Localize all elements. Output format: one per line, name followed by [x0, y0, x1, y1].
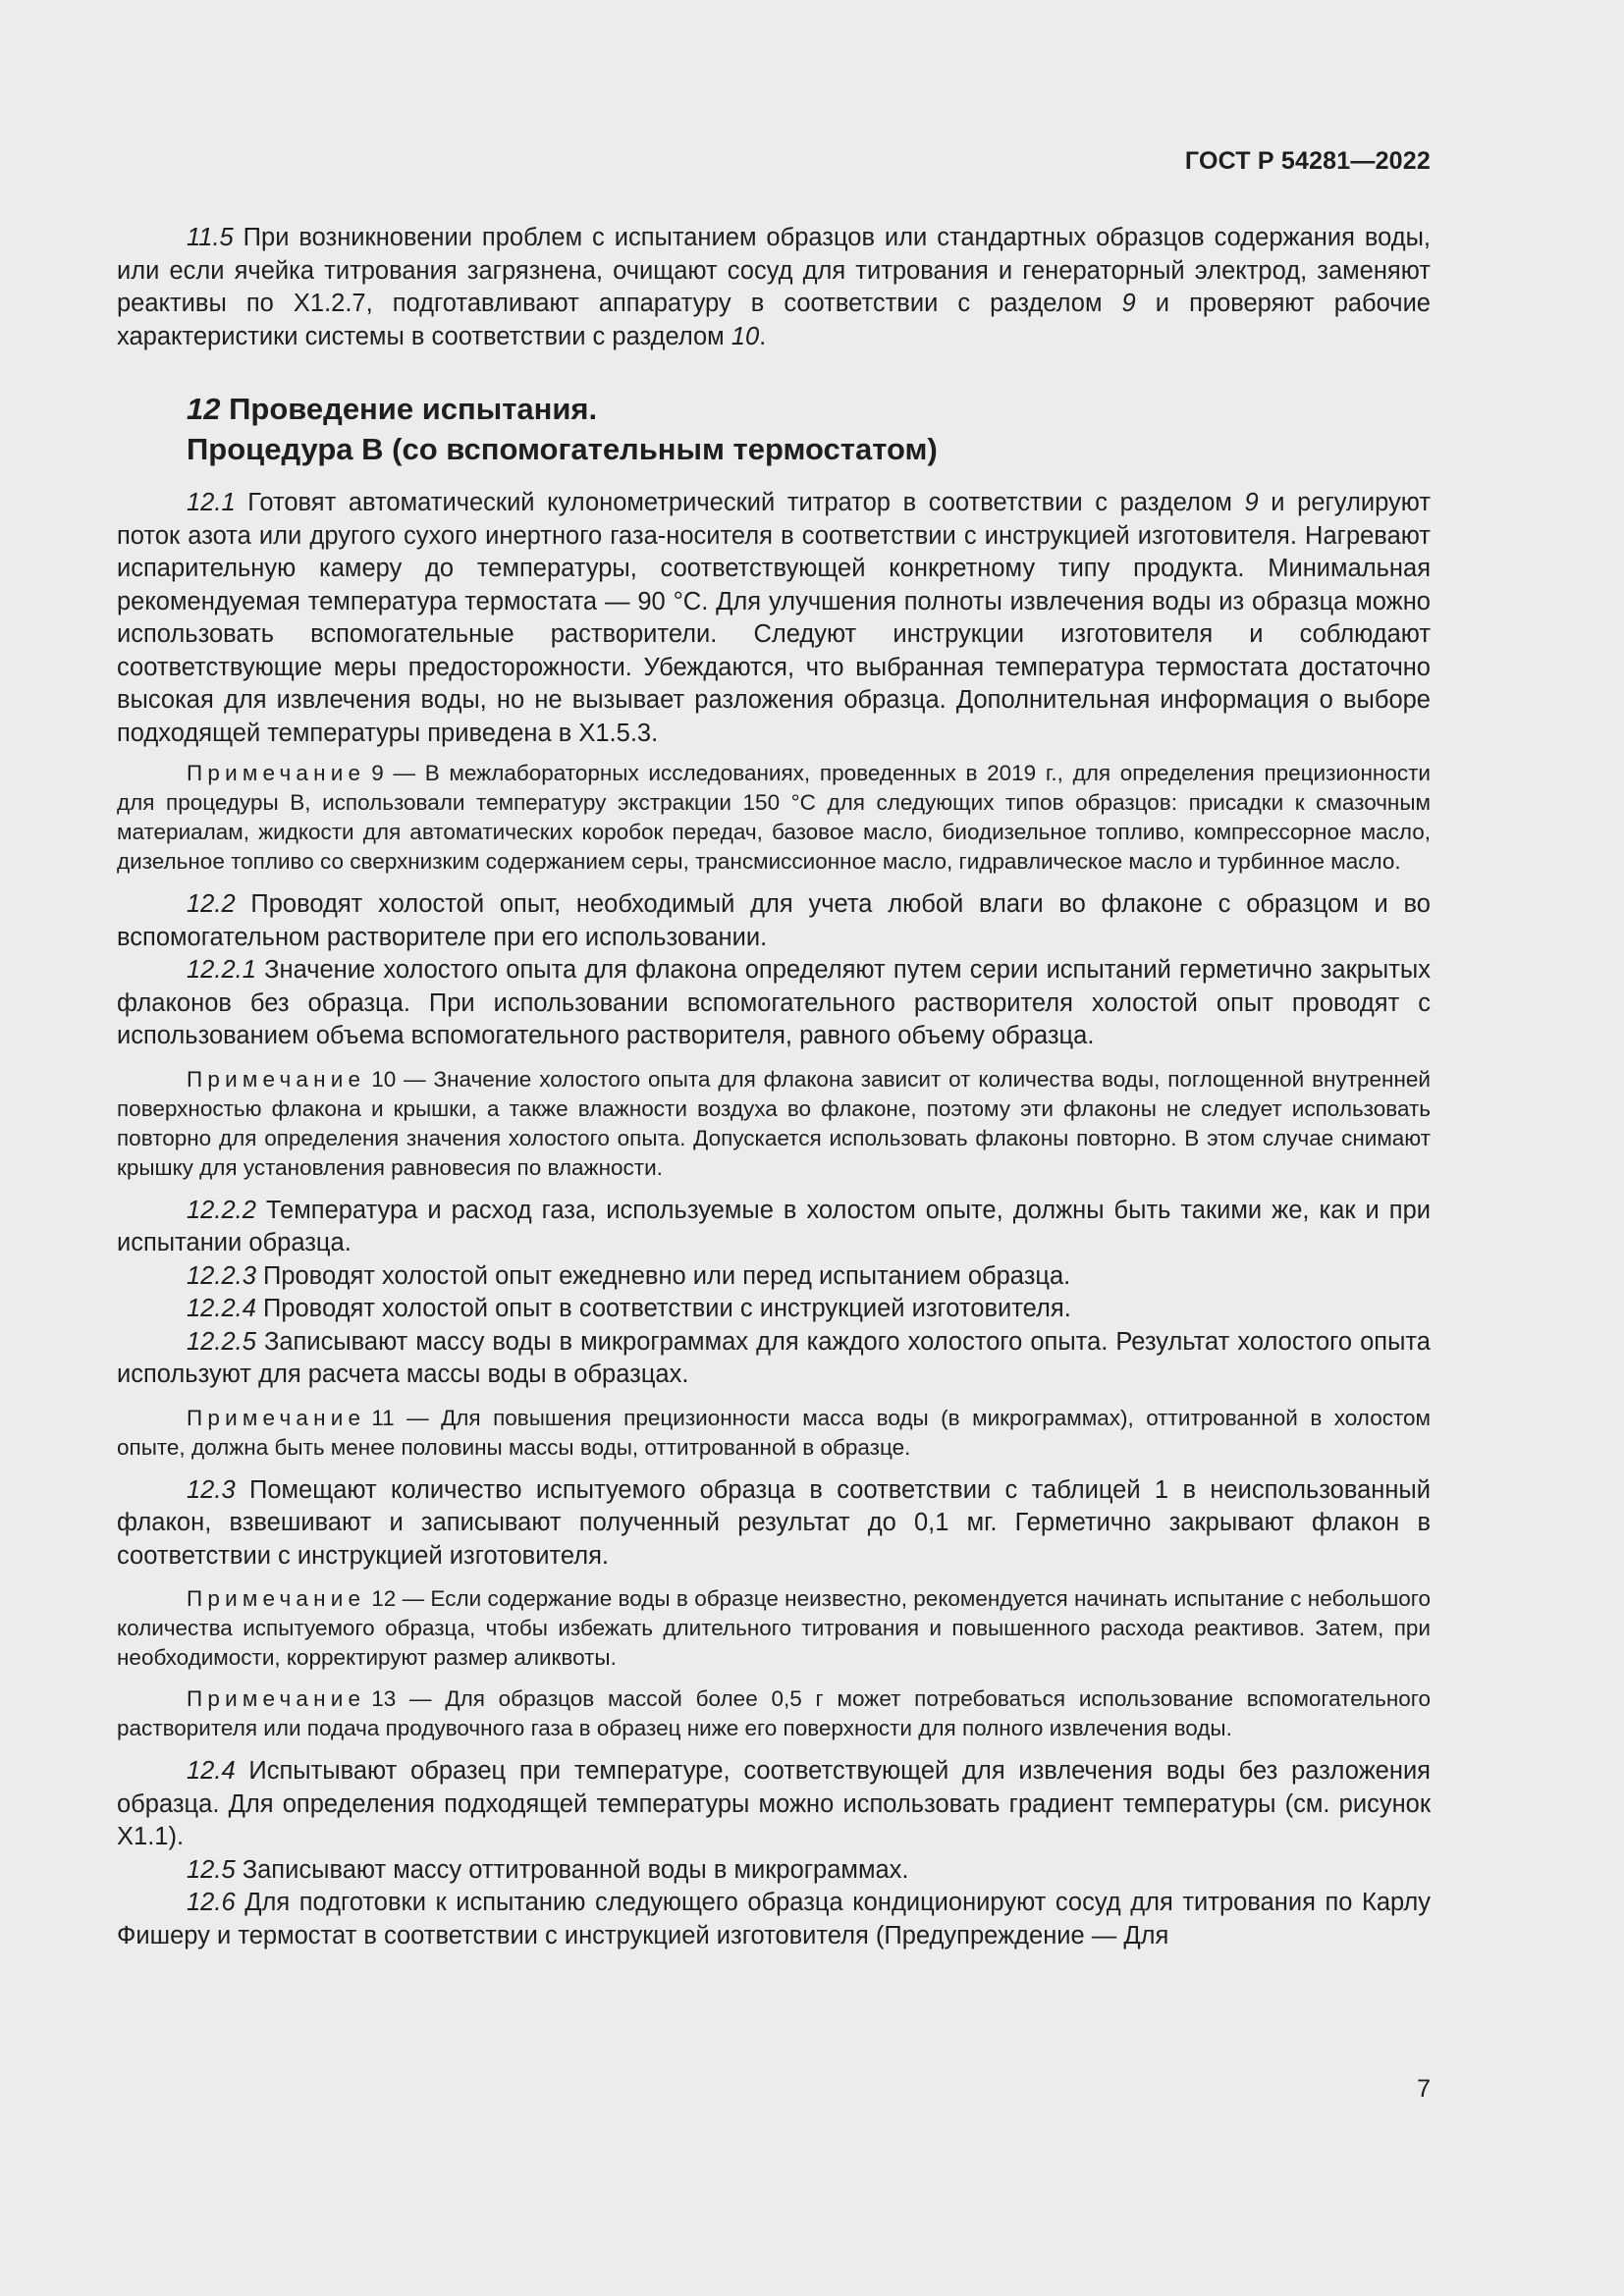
paragraph-text: Испытывают образец при температуре, соответствующей для извлечения воды без разложения образца. Для определения подходящей температуры можно использовать градиент температуры (см. рисунок X1.1). [117, 1757, 1431, 1850]
clause-number: 12.2.1 [187, 956, 256, 984]
paragraph-text: Проводят холостой опыт в соответствии с инструкцией изготовителя. [255, 1295, 1071, 1322]
paragraph-text: При возникновении проблем с испытанием образцов или стандартных образцов содержания воды, или если ячейка титрования загрязнена, очищают сосуд для титрования и генераторный электрод, заменяют реактивы по X1.2.7, подготавливают аппаратуру в соответствии с разделом [117, 224, 1431, 317]
clause-number: 12.4 [187, 1757, 236, 1785]
note-text: 11 — Для повышения прецизионности масса воды (в микрограммах), оттитрованной в холостом опыте, должна быть менее половины массы воды, оттитрованной в образце. [117, 1405, 1431, 1460]
paragraph-12-5 [117, 1854, 1431, 1888]
paragraph-12-2-3 [117, 1260, 1431, 1294]
note-text: 10 — Значение холостого опыта для флакона зависит от количества воды, поглощенной внутренней поверхностью флакона и крышки, а также влажности воздуха во флаконе, поэтому эти флаконы не следует использовать повторно для определения значения холостого опыта. Допускается использовать флаконы повторно. В этом случае снимают крышку для установления равновесия по влажности. [117, 1066, 1431, 1180]
paragraph-text: Для подготовки к испытанию следующего образца кондиционируют сосуд для титрования по Карлу Фишеру и термостат в соответствии с инструкцией изготовителя (Предупреждение — Для [117, 1889, 1431, 1949]
paragraph-text: Проводят холостой опыт ежедневно или перед испытанием образца. [255, 1261, 1071, 1290]
clause-number: 11.5 [187, 224, 234, 251]
paragraph-12-6 [117, 1887, 1431, 1952]
clause-number: 12.2.2 [187, 1196, 256, 1224]
clause-number: 12.2.5 [187, 1327, 256, 1356]
clause-number: 12.5 [187, 1855, 236, 1884]
note-text: 13 — Для образцов массой более 0,5 г может потребоваться использование вспомогательного растворителя или подача продувочного газа в образец ниже его поверхности для полного извлечения воды. [117, 1686, 1431, 1740]
paragraph-12-2-2 [117, 1195, 1431, 1260]
section-title-line1: Проведение испытания. [220, 392, 598, 426]
section-ref: 9 [1121, 290, 1136, 317]
note-10 [117, 1065, 1431, 1183]
paragraph-text: Готовят автоматический кулонометрический титратор в соответствии с разделом [235, 489, 1245, 516]
paragraph-12-3 [117, 1474, 1431, 1574]
section-ref: 9 [1244, 489, 1259, 516]
paragraph-12-1 [117, 487, 1431, 750]
note-label: Примечание [187, 1686, 366, 1711]
paragraph-11-5 [117, 222, 1431, 353]
note-9 [117, 759, 1431, 877]
paragraph-text: и регулируют поток азота или другого сухого инертного газа-носителя в соответствии с инструкцией изготовителя. Нагревают испарительную камеру до температуры, соответствующей конкретному типу продукта. Минимальная рекомендуемая температура термостата — 90 °С. Для улучшения полноты извлечения воды из образца можно использовать вспомогательные растворители. Следуют инструкции изготовителя и соблюдают соответствующие меры предосторожности. Убеждаются, что выбранная температура термостата достаточно высокая для извлечения воды, но не вызывает разложения образца. Дополнительная информация о выборе подходящей температуры приведена в X1.5.3. [117, 489, 1431, 747]
paragraph-text: Проводят холостой опыт, необходимый для учета любой влаги во флаконе с образцом и во вспомогательном растворителе при его использовании. [117, 890, 1431, 951]
paragraph-text: Записывают массу оттитрованной воды в микрограммах. [235, 1855, 909, 1884]
paragraph-12-2 [117, 888, 1431, 954]
note-label: Примечание [187, 1405, 366, 1430]
section-number: 12 [187, 392, 221, 426]
note-label: Примечание [187, 1586, 366, 1611]
clause-number: 12.2.3 [187, 1261, 256, 1290]
page-content [117, 222, 1431, 1952]
note-label: Примечание [187, 1066, 366, 1092]
note-11 [117, 1404, 1431, 1463]
section-ref: 10 [731, 322, 760, 350]
paragraph-text: Записывают массу воды в микрограммах для каждого холостого опыта. Результат холостого опыта используют для расчета массы воды в образцах. [117, 1327, 1431, 1388]
clause-number: 12.3 [187, 1475, 236, 1504]
note-text: 9 — В межлабораторных исследованиях, проведенных в 2019 г., для определения прецизионности для процедуры В, использовали температуру экстракции 150 °С для следующих типов образцов: присадки к смазочным материалам, жидкости для автоматических коробок передач, базовое масло, биодизельное топливо, компрессорное масло, дизельное топливо со сверхнизким содержанием серы, трансмиссионное масло, гидравлическое масло и турбинное масло. [117, 761, 1431, 874]
clause-number: 12.6 [187, 1889, 236, 1916]
paragraph-text: и проверяют рабочие характеристики системы в соответствии с разделом [117, 290, 1431, 350]
section-title-line2: Процедура В (со вспомогательным термостатом) [187, 432, 938, 466]
clause-number: 12.2 [187, 890, 236, 918]
paragraph-12-2-4 [117, 1293, 1431, 1326]
paragraph-text: Температура и расход газа, используемые в холостом опыте, должны быть такими же, как и при испытании образца. [117, 1196, 1431, 1256]
note-label: Примечание [187, 761, 366, 785]
page-number: 7 [1417, 2075, 1431, 2103]
paragraph-12-2-5 [117, 1326, 1431, 1392]
paragraph-text: Значение холостого опыта для флакона определяют путем серии испытаний герметично закрытых флаконов без образца. При использовании вспомогательного растворителя холостой опыт проводят с использованием объема вспомогательного растворителя, равного объему образца. [117, 956, 1431, 1049]
clause-number: 12.2.4 [187, 1295, 256, 1322]
document-id-header: ГОСТ Р 54281—2022 [1184, 147, 1431, 175]
paragraph-text: Помещают количество испытуемого образца в соответствии с таблицей 1 в неиспользованный флакон, взвешивают и записывают полученный результат до 0,1 мг. Герметично закрывают флакон в соответствии с инструкцией изготовителя. [117, 1475, 1431, 1570]
note-text: 12 — Если содержание воды в образце неизвестно, рекомендуется начинать испытание с небольшого количества испытуемого образца, чтобы избежать длительного титрования и повышенного расхода реактивов. Затем, при необходимости, корректируют размер аликвоты. [117, 1586, 1431, 1670]
note-12 [117, 1584, 1431, 1673]
clause-number: 12.1 [187, 489, 236, 516]
note-13 [117, 1684, 1431, 1743]
paragraph-text: . [759, 322, 767, 350]
paragraph-12-2-1 [117, 954, 1431, 1053]
paragraph-12-4 [117, 1755, 1431, 1854]
section-heading-12 [117, 389, 1431, 469]
